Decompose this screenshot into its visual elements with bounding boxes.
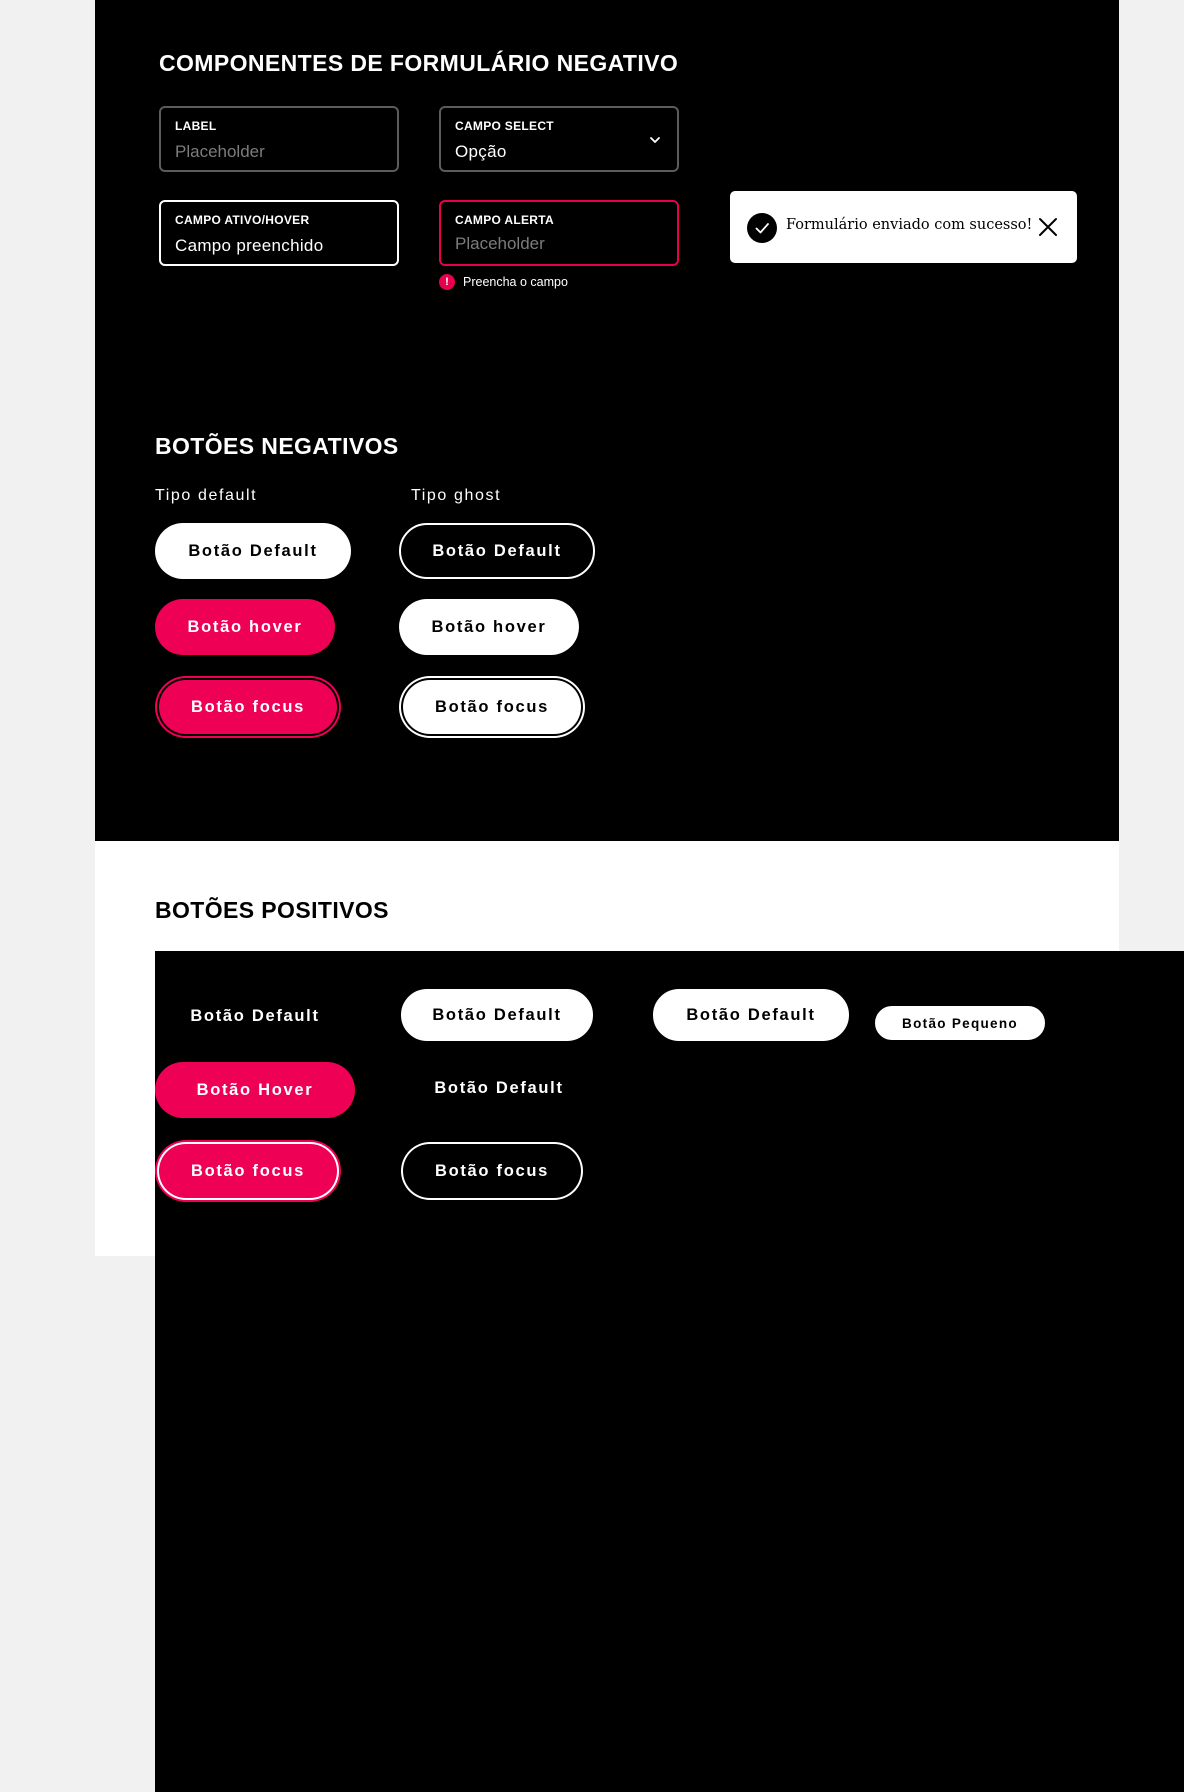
positive-ghost-focus-button[interactable]: Botão focus [403, 1144, 581, 1198]
negative-ghost-hover-button[interactable]: Botão hover [399, 599, 579, 655]
negative-focus-button[interactable]: Botão focus [159, 680, 337, 734]
active-field[interactable] [159, 200, 399, 266]
positive-hover-button[interactable]: Botão Hover [155, 1062, 355, 1118]
check-icon [747, 213, 777, 243]
artboard [95, 0, 1119, 1256]
alert-field-input[interactable] [455, 232, 655, 256]
negative-hover-button[interactable]: Botão hover [155, 599, 335, 655]
default-field[interactable] [159, 106, 399, 172]
negative-ghost-default-button[interactable]: Botão Default [399, 523, 595, 579]
alert-error-message: Preencha o campo [463, 275, 568, 289]
success-toast [730, 191, 1077, 263]
negative-section [95, 0, 1119, 841]
negative-ghost-heading: Tipo ghost [411, 487, 502, 504]
alert-field[interactable] [439, 200, 679, 266]
select-field-label: CAMPO SELECT [455, 119, 554, 133]
form-section-title: COMPONENTES DE FORMULÁRIO NEGATIVO [159, 50, 679, 76]
size-small-button[interactable]: Botão Pequeno [873, 1004, 1047, 1042]
positive-ghost-hover-button[interactable]: Botão Default [399, 1060, 599, 1116]
active-field-value: Campo preenchido [175, 236, 324, 255]
negative-ghost-focus-button[interactable]: Botão focus [403, 680, 581, 734]
select-field[interactable] [439, 106, 679, 172]
negative-default-button[interactable]: Botão Default [155, 523, 351, 579]
active-field-label: CAMPO ATIVO/HOVER [175, 213, 310, 227]
negative-default-heading: Tipo default [155, 487, 258, 504]
positive-ghost-heading: Tipo ghost [411, 951, 1184, 1792]
alert-field-label: CAMPO ALERTA [455, 213, 554, 227]
positive-default-heading: Tipo default [155, 951, 1179, 1792]
positive-focus-button[interactable]: Botão focus [159, 1144, 337, 1198]
chevron-down-icon [649, 134, 661, 146]
sizes-heading: Tamanhos [651, 951, 1184, 1792]
alert-icon: ! [439, 274, 455, 290]
positive-default-button[interactable]: Botão Default [155, 988, 355, 1044]
negative-buttons-title: BOTÕES NEGATIVOS [155, 433, 399, 459]
toast-message: Formulário enviado com sucesso! [786, 217, 1033, 233]
default-field-label: LABEL [175, 119, 217, 133]
positive-ghost-default-button[interactable]: Botão Default [399, 987, 595, 1043]
positive-buttons-title: BOTÕES POSITIVOS [155, 897, 389, 923]
select-field-value: Opção [455, 142, 507, 161]
size-default-button[interactable]: Botão Default [651, 987, 851, 1043]
default-field-input[interactable] [175, 140, 375, 164]
close-icon[interactable] [1037, 216, 1059, 238]
